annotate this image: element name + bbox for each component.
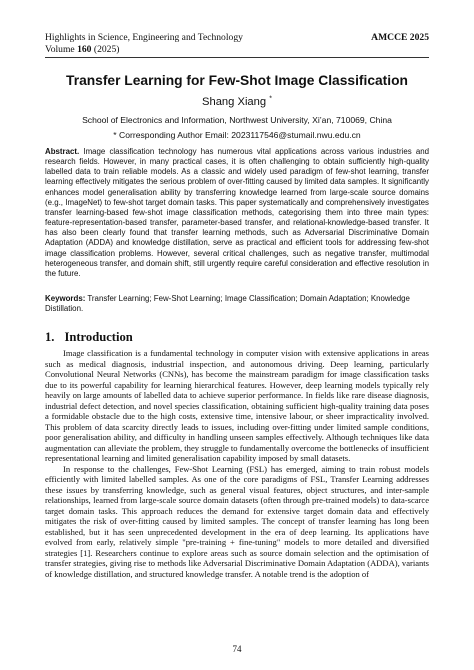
conference-name: AMCCE 2025 [371, 32, 429, 43]
volume-number: 160 [77, 43, 92, 55]
keywords [45, 294, 429, 314]
abstract-text: Image classification technology has numerous vital applications across various industries and research fields. However, in many practical cases, it is often challenging to obtain sufficiently high-quality labelled data to train reliable models. As a classic and widely used paradigm of few-shot learning, transfer learning effectively mitigates the serious problem of over-fitting caused by limited data samples. It significantly enhances model generalisation ability by transferring knowledge learned from large-scale source domains (e.g., ImageNet) to few-shot target domain tasks. This paper systematically and comprehensively investigates transfer learning-based few-shot image classification methods, categorising them into three main types: feature-representation-based transfer, parameter-based transfer, and relational-knowledge-based transfer. It has also been clearly found that transfer learning methods, such as Adversarial Discriminative Domain Adaptation (ADDA) and knowledge distillation, serve as practical and efficient tools for addressing few-shot image classification problems. However, several critical challenges, such as negative transfer, multimodal heterogeneous transfer, and domain shift, still urgently require careful consideration and effective resolution in the future. [45, 147, 429, 278]
paper-title: Transfer Learning for Few-Shot Image Classification [66, 73, 408, 88]
volume-label: Volume [45, 43, 75, 55]
affiliation: School of Electronics and Information, Northwest University, Xi’an, 710069, China [82, 115, 392, 125]
abstract [45, 147, 429, 279]
abstract-label: Abstract. [45, 147, 80, 156]
paragraph: In response to the challenges, Few-Shot Learning (FSL) has emerged, aiming to train robust models efficiently with limited labelled samples. As one of the core paradigms of FSL, Transfer Learning addresses these issues by transferring knowledge, such as general visual features, object structures, and inter-sample relationships, learned from large-scale source domain datasets (often through pre-trained models) to data-scarce target domain tasks. This approach reduces the demand for extensive target domain data and effectively mitigates the risk of over-fitting caused by limited samples. The concept of transfer learning has long been established, but it has seen unprecedented development in the era of deep learning. Its applications have evolved from early, relatively simple "pre-training + fine-tuning" models to more detailed and diversified strategies [1]. Researchers continue to explore areas such as source domain selection and the optimisation of transfer strategies, giving rise to methods like Adversarial Discriminative Domain Adaptation (ADDA), variants of knowledge distillation, and structured knowledge transfer. A notable trend is the adoption of [45, 463, 429, 579]
volume-year: (2025) [93, 43, 120, 55]
journal-name: Highlights in Science, Engineering and Technology [45, 32, 243, 43]
paragraph: Image classification is a fundamental technology in computer vision with extensive applications in areas such as medical diagnosis, industrial inspection, and autonomous driving. Deep learning, particularly Convolutional Neural Networks (CNNs), has become the mainstream paradigm for image classification tasks due to its powerful capability for learning hierarchical features. However, deep learning models typically rely heavily on large amounts of labelled data to achieve superior performance. In fields like rare disease diagnosis, industrial defect detection, and novel species classification, obtaining sufficient high-quality training data poses a formidable obstacle due to the high costs, extensive time, intensive labour, or sheer impracticality involved. This problem of data scarcity directly leads to issues, including over-fitting under limited sample conditions, poor generalisation ability, and difficulty in handling unseen samples effectively. Although techniques like data augmentation can alleviate the problem, they struggle to fundamentally overcome the bottlenecks of insufficient representational learning and limited generalisation capability imposed by small datasets. [45, 348, 429, 463]
author-line [0, 96, 474, 108]
page-number: 74 [232, 644, 242, 654]
section-heading [45, 330, 133, 345]
keywords-text: Transfer Learning; Few-Shot Learning; Image Classification; Domain Adaptation; Knowledge Distillation. [45, 294, 410, 314]
author-mark: * [269, 95, 272, 103]
author-name: Shang Xiang [202, 96, 267, 108]
volume-info [45, 44, 119, 56]
section-body [45, 348, 429, 579]
section-title: Introduction [64, 330, 133, 344]
keywords-label: Keywords: [45, 294, 86, 303]
corresponding-author: * Corresponding Author Email: 2023117546@stumail.nwu.edu.cn [113, 130, 361, 140]
section-number: 1. [45, 330, 55, 344]
header-rule [45, 57, 429, 58]
